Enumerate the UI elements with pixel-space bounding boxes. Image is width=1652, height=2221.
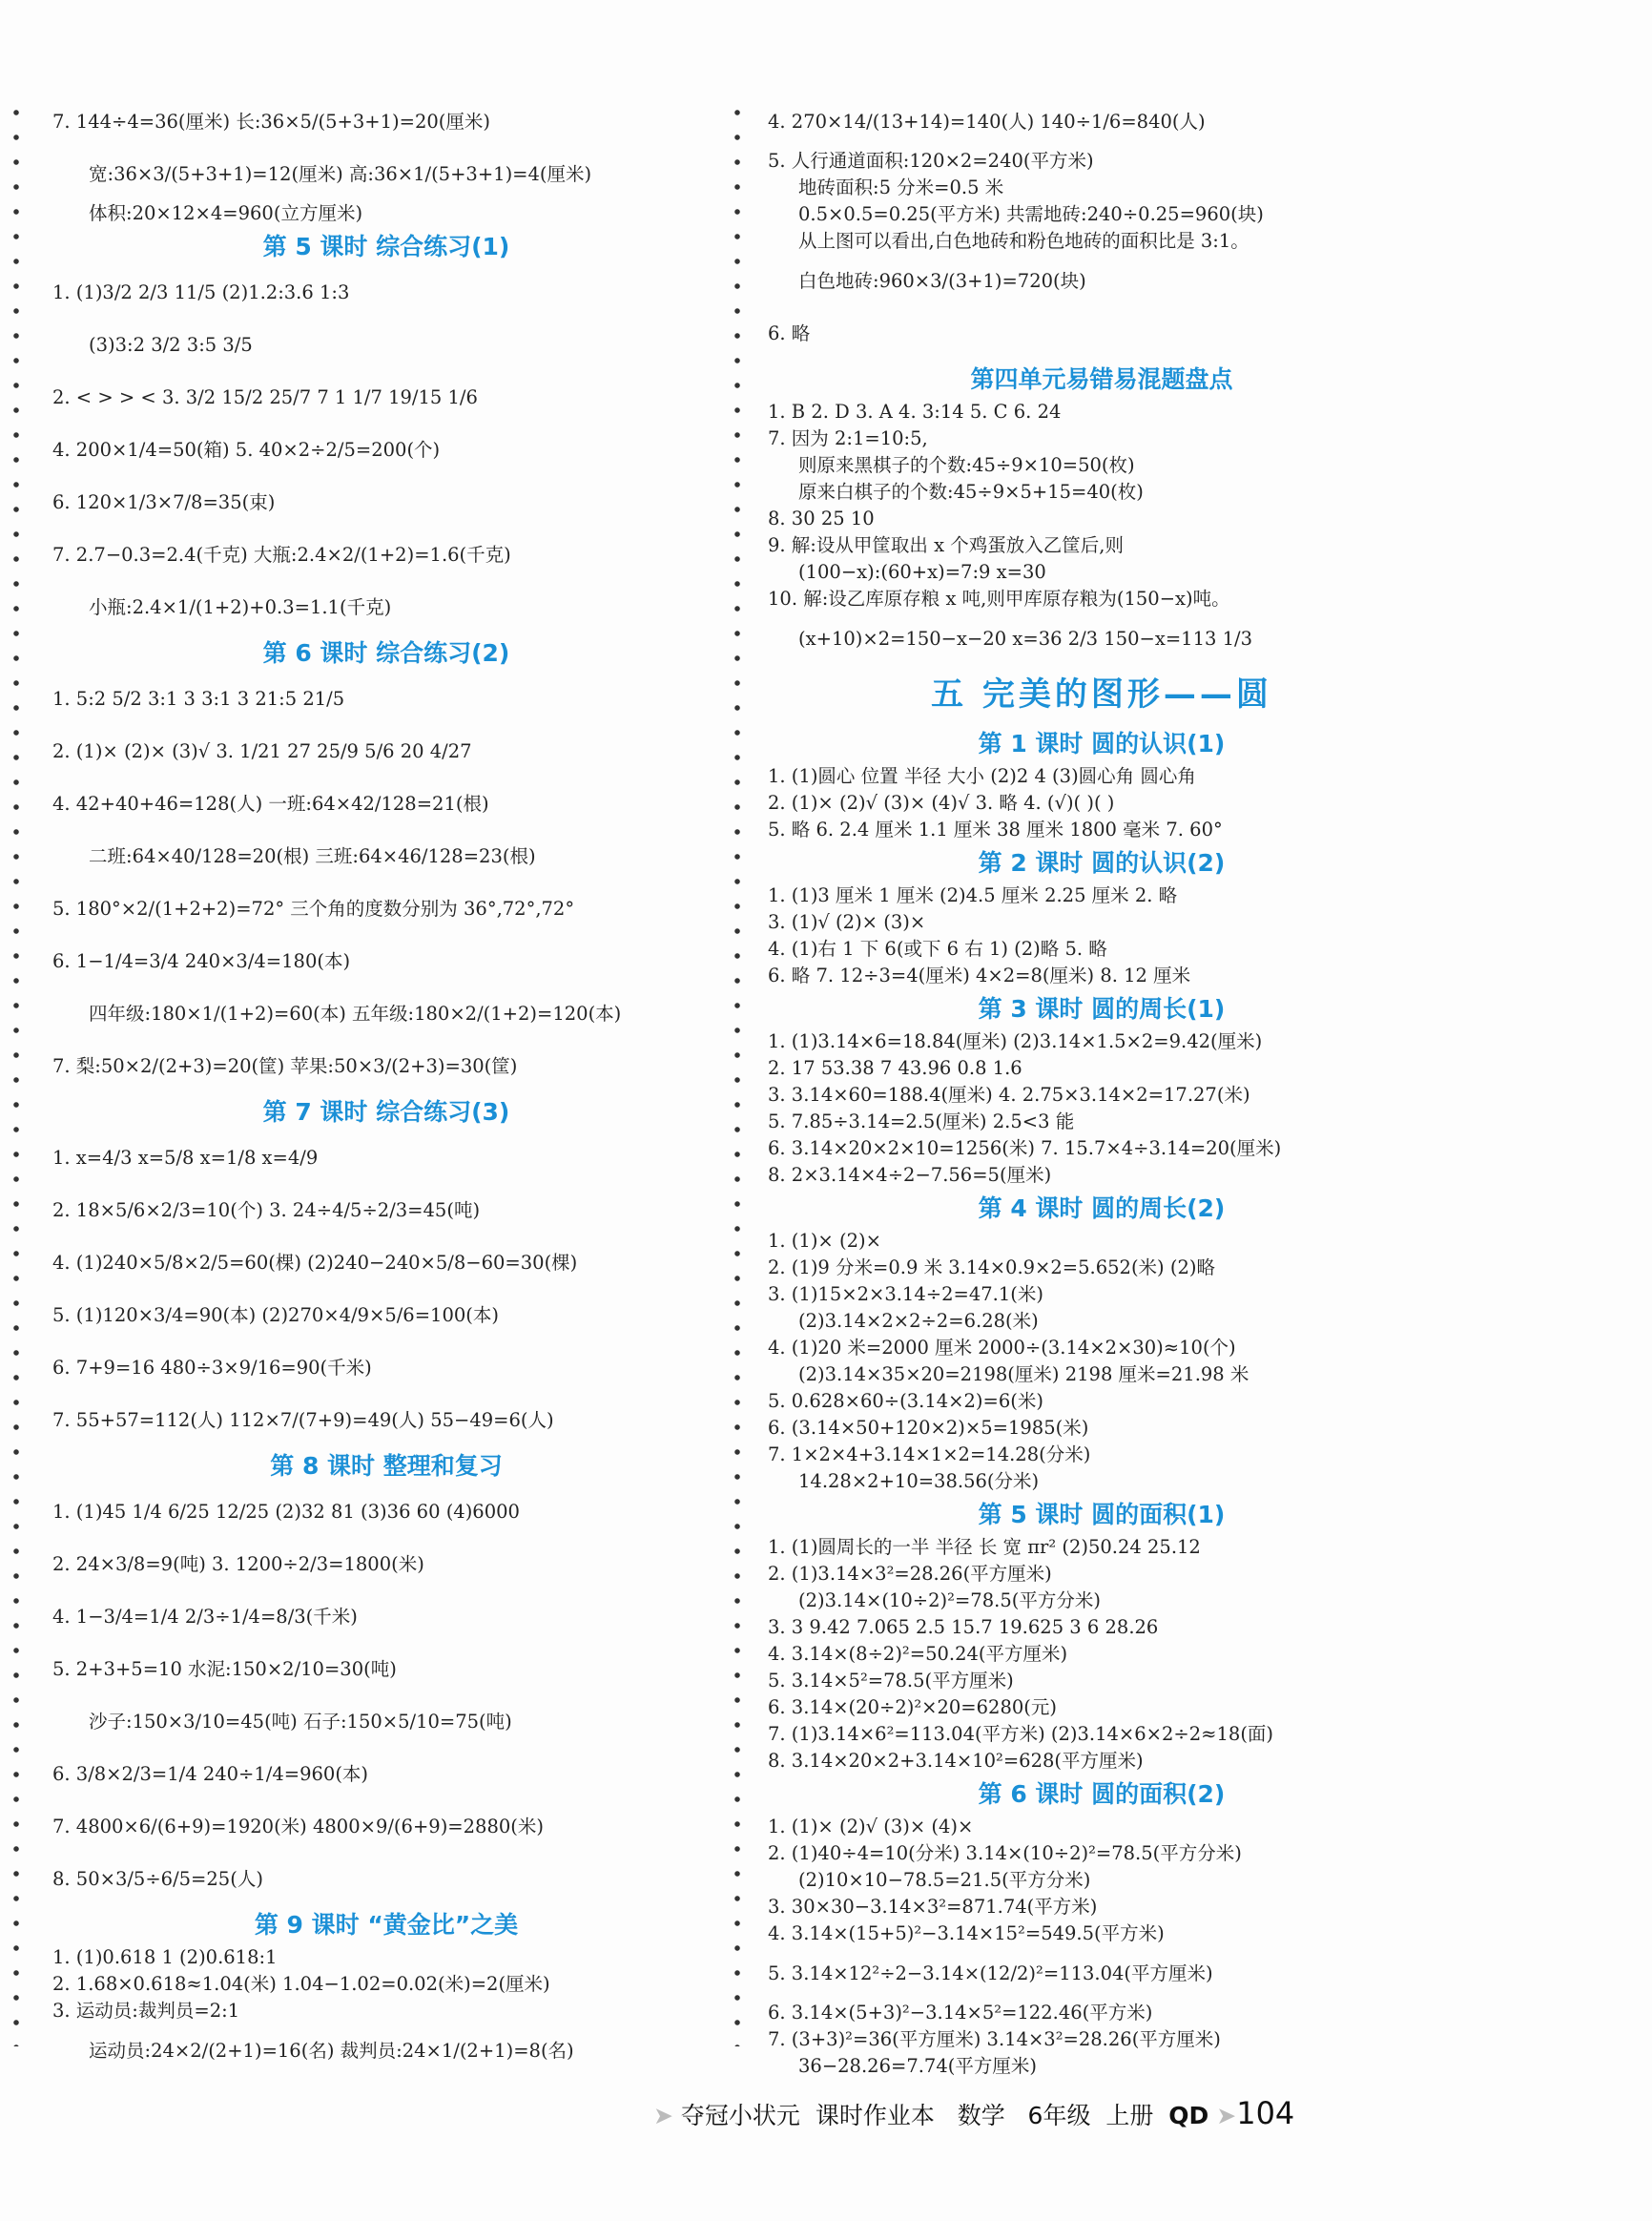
answer-line: 1. (1)45 1/4 6/25 12/25 (2)32 81 (3)36 60 (4)6000 — [52, 1501, 520, 1523]
answer-line: 7. 144÷4=36(厘米) 长:36×5/(5+3+1)=20(厘米) — [52, 111, 491, 133]
footer-brand: 夺冠小状元 — [680, 2102, 800, 2129]
answer-line: 6. 1−1/4=3/4 240×3/4=180(本) — [52, 950, 351, 972]
answer-line: 6. 7+9=16 480÷3×9/16=90(千米) — [52, 1357, 372, 1379]
answer-line: (2)3.14×35×20=2198(厘米) 2198 厘米=21.98 米 — [798, 1363, 1249, 1385]
answer-line: 2. (1)× (2)√ (3)× (4)√ 3. 略 4. (√)( )( ) — [768, 792, 1115, 814]
answer-line: 四年级:180×1/(1+2)=60(本) 五年级:180×2/(1+2)=120(本) — [89, 1003, 622, 1025]
section-heading: 第 5 课时 圆的面积(1) — [978, 1501, 1226, 1528]
answer-line: 3. 3.14×60=188.4(厘米) 4. 2.75×3.14×2=17.27(米) — [768, 1084, 1250, 1106]
answer-line: 7. (3+3)²=36(平方厘米) 3.14×3²=28.26(平方厘米) — [768, 2028, 1221, 2050]
answer-line: 10. 解:设乙库原存粮 x 吨,则甲库原存粮为(150−x)吨。 — [768, 588, 1230, 610]
answer-line: 6. 3/8×2/3=1/4 240÷1/4=960(本) — [52, 1763, 369, 1785]
answer-line: 宽:36×3/(5+3+1)=12(厘米) 高:36×1/(5+3+1)=4(厘米) — [89, 163, 592, 185]
answer-line: 2. 24×3/8=9(吨) 3. 1200÷2/3=1800(米) — [52, 1553, 424, 1575]
section-heading: 第 7 课时 综合练习(3) — [262, 1098, 510, 1126]
answer-line: 1. (1)0.618 1 (2)0.618:1 — [52, 1946, 278, 1968]
footer-series: 课时作业本 — [815, 2102, 935, 2129]
answer-line: 3. (1)15×2×3.14÷2=47.1(米) — [768, 1283, 1043, 1305]
footer-subject: 数学 — [957, 2102, 1005, 2129]
answer-line: 1. x=4/3 x=5/8 x=1/8 x=4/9 — [52, 1147, 319, 1169]
answer-line: 沙子:150×3/10=45(吨) 石子:150×5/10=75(吨) — [89, 1711, 512, 1733]
section-heading: 第 5 课时 综合练习(1) — [262, 233, 510, 260]
answer-line: 1. (1)圆心 位置 半径 大小 (2)2 4 (3)圆心角 圆心角 — [768, 765, 1196, 787]
answer-line: 5. 7.85÷3.14=2.5(厘米) 2.5<3 能 — [768, 1110, 1075, 1132]
answer-line: 5. 3.14×5²=78.5(平方厘米) — [768, 1670, 1014, 1692]
answer-line: 6. 3.14×20×2×10=1256(米) 7. 15.7×4÷3.14=20(厘米) — [768, 1137, 1282, 1159]
answer-line: 0.5×0.5=0.25(平方米) 共需地砖:240÷0.25=960(块) — [798, 203, 1264, 225]
answer-line: 3. (1)√ (2)× (3)× — [768, 911, 926, 933]
answer-line: 白色地砖:960×3/(3+1)=720(块) — [798, 270, 1086, 292]
section-heading: 第 6 课时 圆的面积(2) — [978, 1780, 1226, 1808]
answer-line: 4. (1)右 1 下 6(或下 6 右 1) (2)略 5. 略 — [768, 938, 1107, 960]
answer-line: 2. (1)40÷4=10(分米) 3.14×(10÷2)²=78.5(平方分米) — [768, 1842, 1242, 1864]
answer-line: 2. (1)× (2)× (3)√ 3. 1/21 27 25/9 5/6 20 4/27 — [52, 740, 472, 762]
answer-column-right — [768, 95, 1435, 2080]
answer-line: 1. (1)× (2)× — [768, 1230, 881, 1252]
answer-line: 二班:64×40/128=20(根) 三班:64×46/128=23(根) — [89, 845, 536, 867]
answer-line: 7. 2.7−0.3=2.4(千克) 大瓶:2.4×2/(1+2)=1.6(千克) — [52, 544, 511, 566]
answer-line: 地砖面积:5 分米=0.5 米 — [798, 176, 1004, 198]
answer-line: 3. 3 9.42 7.065 2.5 15.7 19.625 3 6 28.26 — [768, 1616, 1159, 1638]
answer-line: 2. (1)3.14×3²=28.26(平方厘米) — [768, 1563, 1052, 1585]
answer-line: 6. 3.14×(5+3)²−3.14×5²=122.46(平方米) — [768, 2002, 1153, 2024]
answer-line: 5. 0.628×60÷(3.14×2)=6(米) — [768, 1390, 1043, 1412]
answer-line: 1. (1)3/2 2/3 11/5 (2)1.2:3.6 1:3 — [52, 281, 350, 303]
footer-grade: 6年级 — [1027, 2102, 1091, 2129]
answer-line: 7. 因为 2:1=10:5, — [768, 427, 928, 449]
arrow-icon: ➤ — [653, 2102, 673, 2129]
section-heading: 第 4 课时 圆的周长(2) — [978, 1194, 1226, 1222]
answer-line: 8. 50×3/5÷6/5=25(人) — [52, 1868, 263, 1890]
answer-line: 8. 3.14×20×2+3.14×10²=628(平方厘米) — [768, 1750, 1144, 1772]
answer-line: 小瓶:2.4×1/(1+2)+0.3=1.1(千克) — [89, 596, 392, 618]
answer-line: 5. 3.14×12²÷2−3.14×(12/2)²=113.04(平方厘米) — [768, 1962, 1213, 1984]
answer-line: (3)3:2 3/2 3:5 3/5 — [89, 334, 253, 356]
answer-line: 7. 1×2×4+3.14×1×2=14.28(分米) — [768, 1443, 1091, 1465]
answer-line: 则原来黑棋子的个数:45÷9×10=50(枚) — [798, 454, 1135, 476]
answer-line: 9. 解:设从甲筐取出 x 个鸡蛋放入乙筐后,则 — [768, 534, 1124, 556]
answer-line: 2. 17 53.38 7 43.96 0.8 1.6 — [768, 1057, 1022, 1079]
answer-line: 4. 1−3/4=1/4 2/3÷1/4=8/3(千米) — [52, 1606, 358, 1628]
answer-line: 4. 42+40+46=128(人) 一班:64×42/128=21(根) — [52, 793, 489, 815]
answer-line: 5. (1)120×3/4=90(本) (2)270×4/9×5/6=100(本) — [52, 1304, 499, 1326]
answer-line: 4. (1)20 米=2000 厘米 2000÷(3.14×2×30)≈10(个) — [768, 1337, 1236, 1359]
answer-line: (2)10×10−78.5=21.5(平方分米) — [798, 1869, 1091, 1891]
answer-line: 1. (1)3.14×6=18.84(厘米) (2)3.14×1.5×2=9.42(厘米) — [768, 1030, 1263, 1052]
answer-line: 4. 270×14/(13+14)=140(人) 140÷1/6=840(人) — [768, 111, 1206, 133]
answer-line: 6. (3.14×50+120×2)×5=1985(米) — [768, 1417, 1089, 1439]
answer-line: 8. 2×3.14×4÷2−7.56=5(厘米) — [768, 1164, 1052, 1186]
answer-line: 5. 人行通道面积:120×2=240(平方米) — [768, 150, 1094, 172]
answer-line: 6. 3.14×(20÷2)²×20=6280(元) — [768, 1696, 1057, 1718]
section-heading: 第 1 课时 圆的认识(1) — [978, 730, 1226, 758]
answer-line: (2)3.14×(10÷2)²=78.5(平方分米) — [798, 1589, 1101, 1611]
arrow-icon: ➤ — [1216, 2102, 1237, 2129]
answer-line: 4. 3.14×(8÷2)²=50.24(平方厘米) — [768, 1643, 1068, 1665]
answer-line: 1. (1)3 厘米 1 厘米 (2)4.5 厘米 2.25 厘米 2. 略 — [768, 884, 1178, 906]
answer-line: 从上图可以看出,白色地砖和粉色地砖的面积比是 3:1。 — [798, 230, 1249, 252]
answer-line: 5. 略 6. 2.4 厘米 1.1 厘米 38 厘米 1800 毫米 7. 60° — [768, 819, 1223, 841]
section-heading: 第 8 课时 整理和复习 — [270, 1452, 503, 1480]
answer-line: 4. (1)240×5/8×2/5=60(棵) (2)240−240×5/8−60=30(棵) — [52, 1252, 578, 1274]
binding-dots-right — [734, 100, 740, 2046]
footer-term: 上册 — [1105, 2102, 1154, 2129]
answer-line: 3. 运动员:裁判员=2:1 — [52, 2000, 240, 2022]
answer-line: (100−x):(60+x)=7:9 x=30 — [798, 561, 1046, 583]
answer-line: 运动员:24×2/(2+1)=16(名) 裁判员:24×1/(2+1)=8(名) — [89, 2040, 574, 2062]
answer-line: 1. (1)圆周长的一半 半径 长 宽 πr² (2)50.24 25.12 — [768, 1536, 1201, 1558]
answer-line: 36−28.26=7.74(平方厘米) — [798, 2055, 1037, 2077]
answer-column-left — [52, 95, 720, 2077]
answer-line: 2. 18×5/6×2/3=10(个) 3. 24÷4/5÷2/3=45(吨) — [52, 1199, 481, 1221]
answer-line: 8. 30 25 10 — [768, 508, 875, 529]
answer-line: 7. 4800×6/(6+9)=1920(米) 4800×9/(6+9)=2880(米) — [52, 1816, 544, 1837]
answer-line: 1. 5:2 5/2 3:1 3 3:1 3 21:5 21/5 — [52, 688, 345, 710]
answer-line: 4. 3.14×(15+5)²−3.14×15²=549.5(平方米) — [768, 1922, 1165, 1944]
answer-line: 3. 30×30−3.14×3²=871.74(平方米) — [768, 1896, 1098, 1918]
answer-line: 7. (1)3.14×6²=113.04(平方米) (2)3.14×6×2÷2≈18(面) — [768, 1723, 1274, 1745]
answer-line: 1. B 2. D 3. A 4. 3:14 5. C 6. 24 — [768, 401, 1062, 423]
answer-line: 6. 略 7. 12÷3=4(厘米) 4×2=8(厘米) 8. 12 厘米 — [768, 965, 1191, 986]
section-heading: 第 6 课时 综合练习(2) — [262, 639, 510, 667]
unit-title: 五 完美的图形——圆 — [931, 675, 1272, 714]
binding-dots-left — [13, 100, 19, 2046]
answer-line: 1. (1)× (2)√ (3)× (4)× — [768, 1816, 974, 1837]
answer-line: 7. 55+57=112(人) 112×7/(7+9)=49(人) 55−49=6(人) — [52, 1409, 554, 1431]
page-number: 104 — [1236, 2095, 1295, 2131]
answer-line: 2. < > > < 3. 3/2 15/2 25/7 7 1 1/7 19/15 1/6 — [52, 386, 478, 408]
answer-line: 2. (1)9 分米=0.9 米 3.14×0.9×2=5.652(米) (2)略 — [768, 1256, 1215, 1278]
answer-line: 原来白棋子的个数:45÷9×5+15=40(枚) — [798, 481, 1144, 503]
answer-line: (2)3.14×2×2÷2=6.28(米) — [798, 1310, 1039, 1332]
answer-line: 5. 2+3+5=10 水泥:150×2/10=30(吨) — [52, 1658, 397, 1680]
section-heading: 第四单元易错易混题盘点 — [970, 365, 1233, 393]
answer-line: 7. 梨:50×2/(2+3)=20(筐) 苹果:50×3/(2+3)=30(筐) — [52, 1055, 518, 1077]
answer-line: 5. 180°×2/(1+2+2)=72° 三个角的度数分别为 36°,72°,72° — [52, 898, 575, 920]
answer-line: 4. 200×1/4=50(箱) 5. 40×2÷2/5=200(个) — [52, 439, 441, 461]
answer-line: (x+10)×2=150−x−20 x=36 2/3 150−x=113 1/3 — [798, 628, 1252, 650]
answer-line: 体积:20×12×4=960(立方厘米) — [89, 202, 363, 224]
answer-line: 6. 120×1/3×7/8=35(束) — [52, 491, 276, 513]
footer-edition: QD — [1168, 2102, 1209, 2129]
section-heading: 第 3 课时 圆的周长(1) — [978, 995, 1226, 1023]
answer-line: 6. 略 — [768, 322, 811, 344]
section-heading: 第 2 课时 圆的认识(2) — [978, 849, 1226, 877]
section-heading: 第 9 课时 “黄金比”之美 — [254, 1911, 519, 1939]
answer-line: 14.28×2+10=38.56(分米) — [798, 1470, 1040, 1492]
answer-line: 2. 1.68×0.618≈1.04(米) 1.04−1.02=0.02(米)=2(厘米) — [52, 1973, 550, 1995]
page-footer — [653, 2095, 1294, 2131]
